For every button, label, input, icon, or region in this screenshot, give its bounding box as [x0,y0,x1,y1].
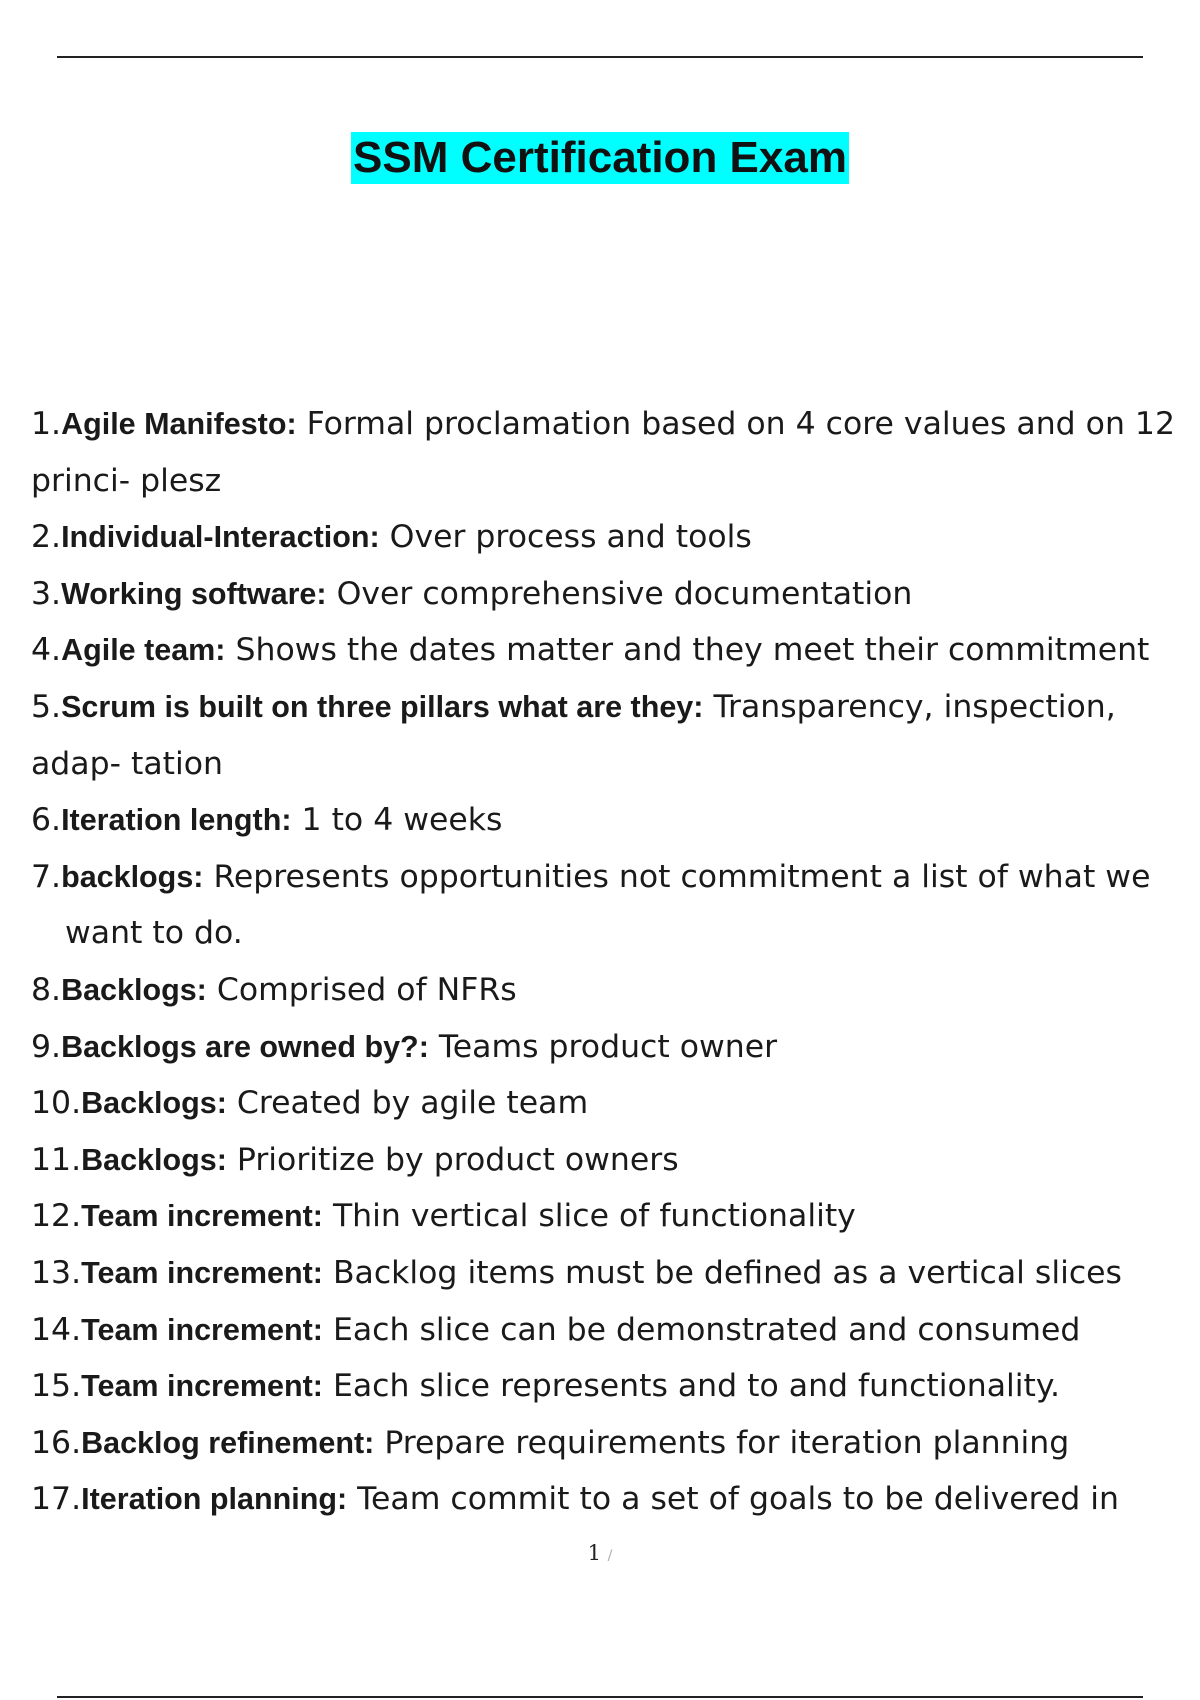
item-definition: Over comprehensive documentation [336,575,913,612]
title-container [0,132,1200,184]
list-item [31,1358,1191,1415]
item-number: 15. [31,1368,82,1405]
item-term: Backlogs: [81,1142,227,1177]
item-number: 11. [31,1141,82,1178]
list-item [31,1075,1191,1132]
item-definition: Prepare requirements for iteration planning [384,1424,1070,1461]
item-definition: Shows the dates matter and they meet their commitment [235,632,1150,669]
item-number: 10. [31,1085,82,1122]
item-number: 7. [31,858,62,895]
page-title: SSM Certification Exam [353,133,847,182]
item-number: 4. [31,632,62,669]
item-term: Team increment: [81,1255,323,1290]
page-number-separator: / [607,1548,613,1564]
bottom-divider [57,1696,1143,1698]
item-number: 17. [31,1481,82,1518]
item-definition: Over process and tools [389,519,752,556]
item-term: Team increment: [81,1199,323,1234]
item-definition: Transparency, inspection, adap- tation [31,688,1116,782]
item-number: 1. [31,406,62,442]
top-divider [57,56,1143,58]
item-term: Agile team: [61,633,226,668]
page-number [0,1541,1200,1565]
item-definition: Each slice represents and to and functionality. [332,1368,1061,1405]
item-term: Backlog refinement: [81,1425,375,1460]
item-definition: Prioritize by product owners [236,1141,679,1178]
list-item [31,849,1191,962]
item-term: Team increment: [81,1312,323,1347]
list-item [31,962,1191,1019]
item-term: Iteration length: [61,803,292,838]
item-number: 5. [31,688,62,725]
item-definition: Comprised of NFRs [216,971,517,1008]
list-item [31,566,1191,623]
item-number: 6. [31,802,62,839]
list-item [31,1019,1191,1076]
item-term: Scrum is built on three pillars what are they: [61,689,704,724]
page-number-value: 1 [587,1541,601,1565]
list-item [31,1415,1191,1472]
item-number: 16. [31,1424,82,1461]
flashcard-list [31,396,1191,1528]
item-number: 13. [31,1254,82,1291]
item-definition: Teams product owner [438,1028,778,1065]
item-definition: Created by agile team [236,1085,589,1122]
list-item [31,679,1191,792]
item-definition: 1 to 4 weeks [301,802,503,839]
list-item [31,1188,1191,1245]
item-number: 3. [31,575,62,612]
list-item [31,509,1191,566]
item-term: Backlogs: [81,1086,227,1121]
item-number: 8. [31,971,62,1008]
item-definition: Represents opportunities not commitment a list of what we want to do. [65,858,1151,952]
list-item [31,622,1191,679]
item-term: Individual-Interaction: [61,520,380,555]
item-term: Working software: [61,576,327,611]
item-number: 12. [31,1198,82,1235]
list-item [31,1471,1191,1528]
item-number: 14. [31,1311,82,1348]
item-term: Team increment: [81,1369,323,1404]
item-definition: Team commit to a set of goals to be delivered in [357,1481,1120,1518]
item-number: 9. [31,1028,62,1065]
list-item [31,1302,1191,1359]
item-term: backlogs: [61,859,204,894]
item-term: Backlogs are owned by?: [61,1029,429,1064]
item-term: Iteration planning: [81,1482,348,1517]
item-term: Backlogs: [61,972,207,1007]
list-item [31,1132,1191,1189]
list-item [31,396,1191,509]
item-definition: Thin vertical slice of functionality [332,1198,856,1235]
item-definition: Backlog items must be defined as a vertical slices [332,1254,1122,1291]
list-item [31,1245,1191,1302]
item-definition: Formal proclamation based on 4 core values and on 12 princi- plesz [31,406,1175,499]
item-definition: Each slice can be demonstrated and consumed [332,1311,1081,1348]
item-term: Agile Manifesto: [61,407,297,441]
item-number: 2. [31,519,62,556]
list-item [31,792,1191,849]
